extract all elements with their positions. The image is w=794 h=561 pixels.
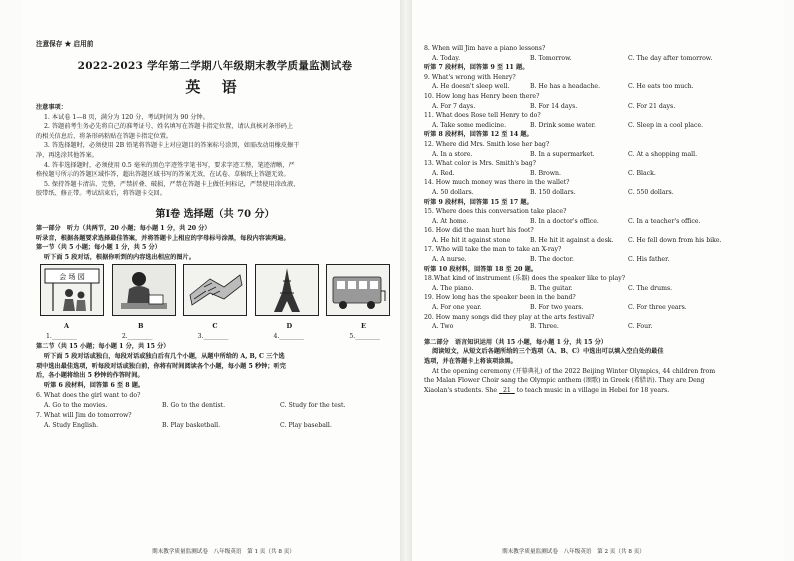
picture-label: E xyxy=(361,322,366,331)
option-a[interactable]: A. Take some medicine. xyxy=(432,121,507,129)
material-heading: 听第 8 段材料，回答第 12 至 14 题。 xyxy=(424,131,533,139)
note-line: 的相关信息后，将条形码粘贴在答题卡指定位置。 xyxy=(36,132,173,140)
question-7-options xyxy=(36,421,394,431)
exam-subject: 英 语 xyxy=(185,78,245,96)
option-c[interactable]: C. He fell down from his bike. xyxy=(628,236,722,244)
question-13-options xyxy=(424,169,776,179)
sub2-heading: 第二节（共 15 小题；每小题 1 分，共 15 分） xyxy=(36,343,170,351)
option-a[interactable]: A. Today. xyxy=(432,54,461,62)
passage-text: Xiaolan's students. She xyxy=(424,386,498,394)
picture-b xyxy=(112,264,176,316)
sub2-instructions: 项中选出最佳选项，听每段对话或独白前，你将有时间阅读各个小题，每小题 5 秒钟；听完 xyxy=(36,362,286,370)
note-line: 格按题号所示的答题区域作答，超出答题区域书写的答案无效，在试卷、草稿纸上答题无效。 xyxy=(36,171,290,179)
question-19: 19. How long has the speaker been in the band? xyxy=(424,294,576,302)
question-16: 16. How did the man hurt his foot? xyxy=(424,227,534,235)
option-a[interactable]: A. A nurse. xyxy=(432,256,467,264)
option-b[interactable]: B. For 14 days. xyxy=(530,102,578,110)
question-11: 11. What does Rose tell Henry to do? xyxy=(424,112,541,120)
question-7: 7. What will Jim do tomorrow? xyxy=(36,412,132,420)
question-12-options xyxy=(424,150,776,160)
question-13: 13. What color is Mrs. Smith's bag? xyxy=(424,160,536,168)
picture-c xyxy=(183,264,247,316)
material-heading: 听第 7 段材料，回答第 9 至 11 题。 xyxy=(424,64,529,72)
hands-illustration xyxy=(184,265,246,315)
option-a[interactable]: A. He hit it against stone xyxy=(432,236,511,244)
option-c[interactable]: C. For three years. xyxy=(628,304,687,312)
boy-studying-illustration xyxy=(113,265,175,315)
page-2 xyxy=(412,0,784,561)
option-b[interactable]: B. In a supermarket. xyxy=(530,150,595,158)
option-c[interactable]: C. The drums. xyxy=(628,284,673,292)
material-heading: 听第 10 段材料，回答第 18 至 20 题。 xyxy=(424,265,538,273)
exam-title: 2022-2023 学年第二学期八年级期末教学质量监测试卷 xyxy=(77,60,353,72)
passage-line: At the opening ceremony (开幕典礼) of the 2022 Beijing Winter Olympics, 44 children from xyxy=(432,367,716,375)
option-c[interactable]: C. He eats too much. xyxy=(628,83,694,91)
option-b[interactable]: B. In a doctor's office. xyxy=(530,217,599,225)
option-b[interactable]: B. He has a headache. xyxy=(530,83,601,91)
question-17-options xyxy=(424,255,776,265)
answer-blanks xyxy=(46,333,380,340)
question-8: 8. When will Jim have a piano lessons? xyxy=(424,45,546,52)
question-12: 12. Where did Mrs. Smith lose her bag? xyxy=(424,140,550,148)
option-a[interactable]: A. Study English. xyxy=(44,422,99,430)
section-title: 第Ⅰ卷 选择题（共 70 分） xyxy=(155,208,275,220)
question-10: 10. How long has Henry been there? xyxy=(424,92,540,100)
question-18: 18.What kind of instrument (乐器) does the speaker like to play? xyxy=(424,275,626,283)
question-6: 6. What does the girl want to do? xyxy=(36,392,141,400)
blank-21[interactable]: 21 xyxy=(502,386,511,394)
picture-label: B xyxy=(137,322,144,331)
sub1-instructions: 听下面 5 段对话，根据你听到的内容选出相应的图片。 xyxy=(44,253,195,261)
sub1-heading: 第一节（共 5 小题；每小题 1 分，共 5 分） xyxy=(36,244,161,252)
option-b[interactable]: B. For two years. xyxy=(530,304,584,312)
option-c[interactable]: C. 550 dollars. xyxy=(628,188,674,196)
question-10-options xyxy=(424,102,776,112)
question-19-options xyxy=(424,303,776,313)
option-b[interactable]: B. Play basketball. xyxy=(162,422,221,430)
question-6-options xyxy=(36,401,394,411)
option-a[interactable]: A. At home. xyxy=(432,217,469,225)
picture-label: C xyxy=(212,322,218,331)
picture-row xyxy=(40,264,390,316)
question-14-options xyxy=(424,188,776,198)
option-b[interactable]: B. 150 dollars. xyxy=(530,188,576,196)
option-a[interactable]: A. In a store. xyxy=(432,150,473,158)
sign-illustration xyxy=(41,265,103,315)
option-a[interactable]: A. Red. xyxy=(432,169,455,177)
sign-text: 会 场 园 xyxy=(59,273,85,282)
part2-heading: 第二部分 语言知识运用（共 15 小题，每小题 1 分，共 15 分） xyxy=(424,338,607,346)
question-14: 14. How much money was there in the wallet? xyxy=(424,179,570,187)
material-heading: 听第 6 段材料，回答第 6 至 8 题。 xyxy=(44,381,145,389)
page-1 xyxy=(22,0,400,561)
option-c[interactable]: C. For 21 days. xyxy=(628,102,676,110)
note-line: 5. 保持答题卡清洁、完整，严禁折叠、破损，严禁在答题卡上做任何标记，严禁使用涂改液、 xyxy=(44,180,300,188)
option-b[interactable]: B. Three. xyxy=(530,323,559,331)
picture-e xyxy=(326,264,390,316)
question-15: 15. Where does this conversation take place? xyxy=(424,208,567,216)
option-c[interactable]: C. Four. xyxy=(628,323,653,331)
note-line: 2. 答题前考生务必先将自己的准考证号、姓名填写在答题卡指定位置，请认真核对条形码上 xyxy=(44,123,294,131)
sub2-instructions: 后，各小题将给出 5 秒钟的作答时间。 xyxy=(36,372,144,380)
option-c[interactable]: C. Study for the test. xyxy=(280,401,346,409)
option-c[interactable]: C. The day after tomorrow. xyxy=(628,54,713,62)
question-9: 9. What's wrong with Henry? xyxy=(424,73,516,81)
answer-blank[interactable]: 2.________ xyxy=(121,333,153,341)
question-18-options xyxy=(424,284,776,294)
passage-line xyxy=(424,386,776,396)
note-line: 胶带纸、修正带。考试结束后，将答题卡交回。 xyxy=(36,190,166,198)
answer-blank[interactable]: 4.________ xyxy=(273,333,305,341)
option-a[interactable]: A. 50 dollars. xyxy=(432,188,474,196)
question-9-options xyxy=(424,82,776,92)
part1-heading: 第一部分 听力（共两节，20 小题；每小题 1 分，共 20 分） xyxy=(36,224,211,232)
sub2-instructions: 听下面 5 段对话或独白，每段对话或独白后有几个小题，从题中所给的 A, B, C 三个选 xyxy=(44,352,285,360)
part2-instructions: 选项，并在答题卡上将该项涂黑。 xyxy=(424,358,517,365)
question-11-options xyxy=(424,121,776,131)
picture-a xyxy=(40,264,104,316)
bus-illustration xyxy=(327,265,389,315)
option-b[interactable]: B. Tomorrow. xyxy=(530,54,572,62)
eiffel-tower-illustration xyxy=(256,265,318,315)
passage-line: the Malan Flower Choir sang the Olympic anthem (颂歌) in Greek (希腊语). They are Deng xyxy=(424,377,705,385)
material-heading: 听第 9 段材料，回答第 15 至 17 题。 xyxy=(424,198,533,206)
option-a[interactable]: A. For 7 days. xyxy=(432,102,476,110)
question-20: 20. How many songs did they play at the arts festival? xyxy=(424,313,595,321)
picture-label: A xyxy=(64,322,70,331)
picture-labels xyxy=(64,322,366,330)
option-c[interactable]: C. Play baseball. xyxy=(280,422,332,430)
option-a[interactable]: A. For one year. xyxy=(432,304,482,312)
option-c[interactable]: C. Sleep in a cool place. xyxy=(628,121,704,129)
page-footer: 期末教学质量监测试卷 八年级英语 第 2 页（共 8 页） xyxy=(502,549,645,555)
question-16-options xyxy=(424,236,776,246)
passage-text: to teach music in a village in Hebei for 18 years. xyxy=(516,386,670,394)
option-c[interactable]: C. In a teacher's office. xyxy=(628,217,701,225)
option-c[interactable]: C. At a shopping mall. xyxy=(628,150,698,158)
picture-d xyxy=(255,264,319,316)
option-b[interactable]: B. He hit it against a desk. xyxy=(530,236,614,244)
part2-instructions: 阅读短文，从短文后各题所给的三个选项（A、B、C）中选出可以填入空白处的最佳 xyxy=(432,348,664,356)
note-line: 净，再选涂其他答案。 xyxy=(36,151,98,159)
option-b[interactable]: B. The guitar. xyxy=(530,284,573,292)
note-line: 4. 答非选择题时，必须使用 0.5 毫米的黑色字迹签字笔书写，要求字迹工整，笔迹清晰，严 xyxy=(44,161,295,169)
answer-blank[interactable]: 5.________ xyxy=(349,333,380,341)
question-17: 17. Who will take the man to take an X-ray? xyxy=(424,246,562,254)
option-c[interactable]: C. His father. xyxy=(628,256,670,264)
option-c[interactable]: C. Black. xyxy=(628,169,656,177)
part1-instructions: 听录音，根据各题要求选择最佳答案，并将答题卡上相应的字母标号涂黑，每段内容读两遍。 xyxy=(36,234,290,242)
question-15-options xyxy=(424,217,776,227)
question-20-options xyxy=(424,322,776,332)
picture-label: D xyxy=(286,322,293,331)
page-footer: 期末教学质量监测试卷 八年级英语 第 1 页（共 8 页） xyxy=(152,549,295,555)
option-b[interactable]: B. Drink some water. xyxy=(530,121,596,129)
option-a[interactable]: A. He doesn't sleep well. xyxy=(432,83,510,91)
note-line: 1. 本试卷 1—8 页，满分为 120 分，考试时间为 90 分钟。 xyxy=(44,113,209,121)
question-8-options xyxy=(424,54,776,64)
option-b[interactable]: B. Go to the dentist. xyxy=(162,401,226,409)
answer-blank[interactable]: 3.________ xyxy=(197,333,229,341)
option-b[interactable]: B. Brown. xyxy=(530,169,561,177)
option-a[interactable]: A. The piano. xyxy=(432,284,474,292)
note-line: 3. 答选择题时，必须使用 2B 铅笔将答题卡上对应题目的答案标号涂黑，如需改动用橡皮擦干 xyxy=(44,142,300,150)
page-gutter xyxy=(400,0,412,561)
option-a[interactable]: A. Two xyxy=(432,323,454,331)
confidential-mark: 注意保存 ★ 启用前 xyxy=(36,40,94,48)
option-b[interactable]: B. The doctor. xyxy=(530,256,574,264)
answer-blank[interactable]: 1.________ xyxy=(46,333,77,341)
notes-heading: 注意事项： xyxy=(36,104,67,111)
option-a[interactable]: A. Go to the movies. xyxy=(44,401,108,409)
